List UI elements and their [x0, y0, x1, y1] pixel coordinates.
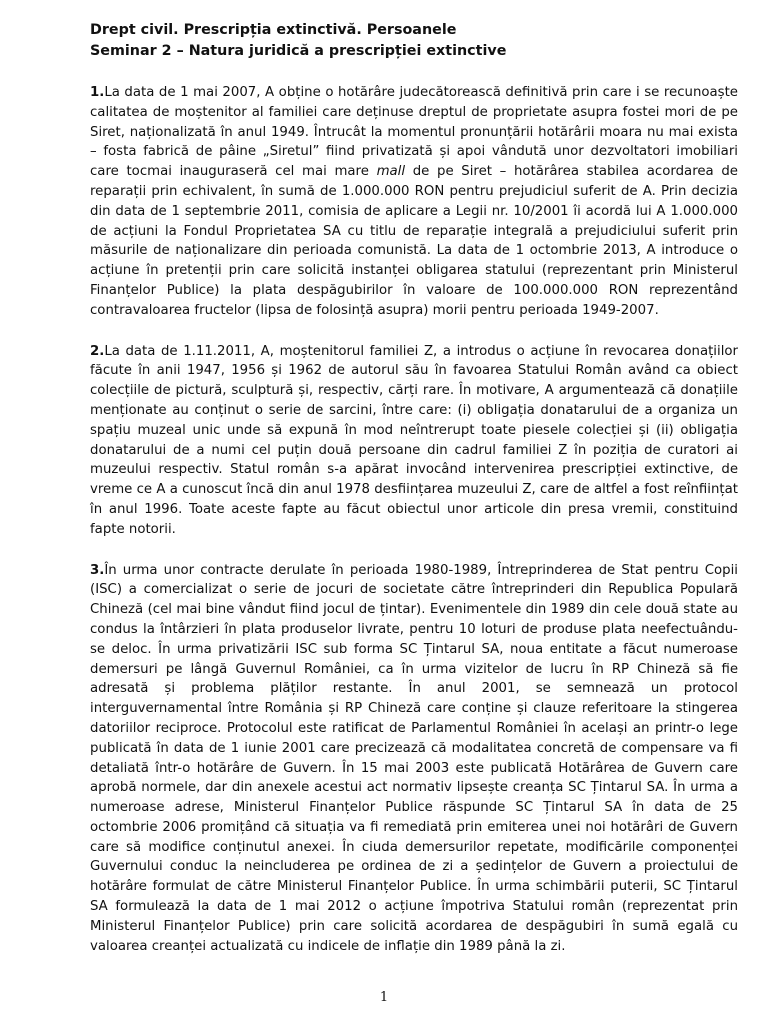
paragraph-text: În urma unor contracte derulate în perioada 1980-1989, Întreprinderea de Stat pentru Copii (ISC) a comercializat o serie de jocuri de societate către întreprinderi din Republica Populară Chineză (cel mai bine vândut fiind jocul de țintar). Evenimentele din 1989 din cele două state au condus la întârzieri în plata produselor livrate, pentru 10 loturi de produse plata neefectuându-se deloc. În urma privatizării ISC sub forma SC Țintarul SA, noua entitate a făcut numeroase demersuri pe lângă Guvernul României, ca în urma vizitelor de lucru în RP Chineză să fie adresată și problema plăților restante. În anul 2001, se semnează un protocol interguvernamental între România și RP Chineză care conține și clauze referitoare la stingerea datoriilor reciproce. Protocolul este ratificat de Parlamentul României în același an printr-o lege publicată în data de 1 iunie 2001 care precizează că modalitatea concretă de compensare va fi detaliată într-o hotărâre de Guvern. În 15 mai 2003 este publicată Hotărârea de Guvern care aprobă normele, dar din anexele acestui act normativ lipsește creanța SC Țintarul SA. În urma a numeroase adrese, Ministerul Finanțelor Publice răspunde SC Țintarul SA în data de 25 octombrie 2006 promițând că situația va fi remediată prin emiterea unei noi hotărâri de Guvern care să modifice conținutul anexei. În ciuda demersurilor repetate, modificările componenței Guvernului conduc la neincluderea pe ordinea de zi a ședințelor de Guvern a proiectului de hotărâre formulat de către Ministerul Finanțelor Publice. În urma schimbării puterii, SC Țintarul SA formulează la data de 1 mai 2012 o acțiune împotriva Statului român (reprezentat prin Ministerul Finanțelor Publice) prin care solicită acordarea de despăgubiri în sumă egală cu valoarea creanței actualizată cu indicele de inflație din 1989 până la zi.	[90, 562, 738, 954]
paragraph-emphasis: mall	[376, 164, 406, 180]
paragraph-text: La data de 1 mai 2007, A obține o hotărâre judecătorească definitivă prin care i se recunoaște calitatea de moștenitor al familiei care deținuse dreptul de proprietate asupra fostei mori de pe Siret, naționalizată în anul 1949. Întrucât la momentul pronunțării hotărârii moara nu mai exista – fosta fabrică de pâine „Siretul” fiind privatizată și apoi vândută unor dezvoltatori imobiliari care tocmai inauguraseră cel mai mare	[90, 85, 738, 180]
paragraph-number: 1.	[90, 85, 105, 100]
paragraph-3	[90, 561, 738, 957]
paragraph-2	[90, 342, 738, 540]
paragraph-number: 3.	[90, 562, 105, 578]
paragraph-text: de pe Siret – hotărârea stabilea acordarea de reparații prin echivalent, în sumă de 1.000.000 RON pentru prejudiciul suferit de A. Prin decizia din data de 1 septembrie 2011, comisia de aplicare a Legii nr. 10/2001 îi acordă lui A 1.000.000 de acțiuni la Fondul Proprietatea SA cu titlu de reparație integrală a prejudiciului suferit prin măsurile de naționalizare din perioada comunistă. La data de 1 octombrie 2013, A introduce o acțiune în pretenții prin care solicită instanței obligarea statului (reprezentant prin Ministerul Finanțelor Publice) la plata despăgubirilor în valoare de 100.000.000 RON reprezentând contravaloarea fructelor (lipsa de folosință asupra) morii pentru perioada 1949-2007.	[90, 164, 738, 318]
document-subtitle: Seminar 2 – Natura juridică a prescripției extinctive	[90, 43, 507, 59]
document-page	[90, 20, 738, 956]
document-title: Drept civil. Prescripția extinctivă. Persoanele	[90, 22, 457, 38]
paragraph-number: 2.	[90, 343, 105, 359]
paragraph-text: La data de 1.11.2011, A, moștenitorul familiei Z, a introdus o acțiune în revocarea donațiilor făcute în anii 1947, 1956 și 1962 de autorul său în favoarea Statului Român având ca obiect colecțiile de pictură, sculptură și, respectiv, cărți rare. În motivare, A argumentează că donațiile menționate au conținut o serie de sarcini, între care: (i) obligația donatarului de a organiza un spațiu muzeal unic unde să expună în mod neîntrerupt toate piesele colecției și (ii) obligația donatarului de a numi cel puțin două persoane din cadrul familiei Z în poziția de curatori ai muzeului respectiv. Statul român s-a apărat invocând intervenirea prescripției extinctive, de vreme ce A a cunoscut încă din anul 1978 desființarea muzeului Z, care de altfel a fost reînființat în anul 1996. Toate aceste fapte au făcut obiectul unor articole din presa vremii, constituind fapte notorii.	[90, 343, 738, 537]
paragraph-1	[90, 83, 738, 321]
page-number: 1	[379, 990, 389, 1005]
